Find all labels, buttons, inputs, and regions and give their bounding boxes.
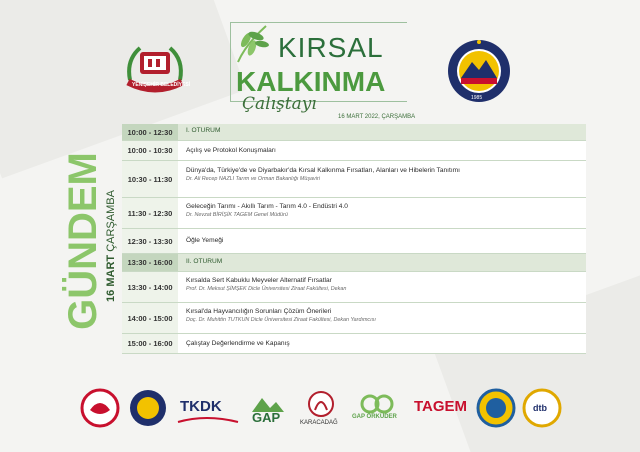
gap-orkuder-text: GAP ÖRKÜDER <box>352 414 397 420</box>
title-line1: KIRSAL <box>278 32 384 63</box>
agenda-row <box>122 229 586 254</box>
row-time: 10:30 - 11:30 <box>122 161 178 197</box>
agenda-row-session <box>122 124 586 141</box>
row-speaker: Doç. Dr. Muhittin TUTKUN Dicle Üniversitesi Ziraat Fakültesi, Dekan Yardımcısı <box>186 317 376 323</box>
agenda-row <box>122 141 586 161</box>
agenda-row <box>122 161 586 198</box>
sponsor-seal-red-icon <box>80 388 120 428</box>
yenisehir-logo <box>122 40 191 102</box>
agenda-row <box>122 272 586 303</box>
gap-text: GAP <box>252 410 281 425</box>
event-title <box>230 22 416 120</box>
row-title: Dünya'da, Türkiye'de ve Diyarbakır'da Kırsal Kalkınma Fırsatları, Alanları ve Hibelerin Tanıtımı <box>186 167 460 174</box>
date-month: MART <box>105 254 117 287</box>
dtb-logo <box>522 388 562 428</box>
row-title: Öğle Yemeği <box>186 237 224 244</box>
sponsor-seal-gold-icon <box>476 388 516 428</box>
logo-right-year: 1985 <box>471 95 483 101</box>
row-title: I. OTURUM <box>186 127 221 134</box>
row-time: 15:00 - 16:00 <box>122 334 178 353</box>
tagem-text: TAGEM <box>414 398 468 415</box>
agenda-date <box>101 128 121 354</box>
dtb-text: dtb <box>533 403 547 413</box>
row-title: Kırsalda Sert Kabuklu Meyveler Alternatif Fırsatlar <box>186 277 332 284</box>
svg-text:16 MART ÇARŞAMBA <box>105 189 117 302</box>
agenda-row <box>122 198 586 229</box>
row-time: 12:30 - 13:30 <box>122 229 178 253</box>
row-title: Çalıştay Değerlendirme ve Kapanış <box>186 340 290 347</box>
tkdk-logo <box>176 396 242 426</box>
university-seal-logo <box>446 38 512 104</box>
row-title: II. OTURUM <box>186 258 223 265</box>
row-time: 10:00 - 10:30 <box>122 141 178 160</box>
tkdk-text: TKDK <box>180 398 222 415</box>
title-date: 16 MART 2022, ÇARŞAMBA <box>338 114 416 120</box>
agenda-row <box>122 334 586 354</box>
date-num: 16 <box>105 289 117 302</box>
row-title: Açılış ve Protokol Konuşmaları <box>186 147 276 154</box>
karacadag-text: KARACADAĞ <box>300 420 338 426</box>
karacadag-logo <box>296 390 346 430</box>
row-time: 10:00 - 12:30 <box>122 124 178 140</box>
agenda-row-session <box>122 254 586 272</box>
row-speaker: Dr. Ali Recep NAZLI Tarım ve Orman Bakanlığı Müşaviri <box>186 176 320 182</box>
row-speaker: Dr. Nevzat BİRİŞİK TAGEM Genel Müdürü <box>186 212 288 218</box>
title-line2: KALKINMA <box>236 66 386 97</box>
gap-logo <box>248 392 288 428</box>
row-time: 13:30 - 14:00 <box>122 272 178 302</box>
agenda-row <box>122 303 586 334</box>
row-speaker: Prof. Dr. Meksut ŞİMŞEK Dicle Üniversitesi Ziraat Fakültesi, Dekan <box>186 286 347 292</box>
row-time: 14:00 - 15:00 <box>122 303 178 333</box>
agenda-table <box>122 124 586 354</box>
tagem-logo <box>414 398 470 426</box>
date-day: ÇARŞAMBA <box>105 190 117 252</box>
row-time: 13:30 - 16:00 <box>122 254 178 271</box>
row-title: Kırsal'da Hayvancılığın Sorunları Çözüm Önerileri <box>186 308 332 315</box>
logo-left-text: YENİŞEHİR BELEDİYESİ <box>132 82 191 88</box>
agenda-title-text: GÜNDEM <box>61 152 105 330</box>
title-line3: Çalıştayı <box>242 94 317 114</box>
gap-orkuder-logo <box>350 392 406 430</box>
sponsor-logos <box>80 388 560 432</box>
leaf-icon <box>232 22 272 66</box>
sponsor-seal-blue-icon <box>128 388 168 428</box>
row-time: 11:30 - 12:30 <box>122 198 178 228</box>
row-title: Geleceğin Tarımı - Akıllı Tarım - Tarım 4.0 - Endüstri 4.0 <box>186 203 348 210</box>
